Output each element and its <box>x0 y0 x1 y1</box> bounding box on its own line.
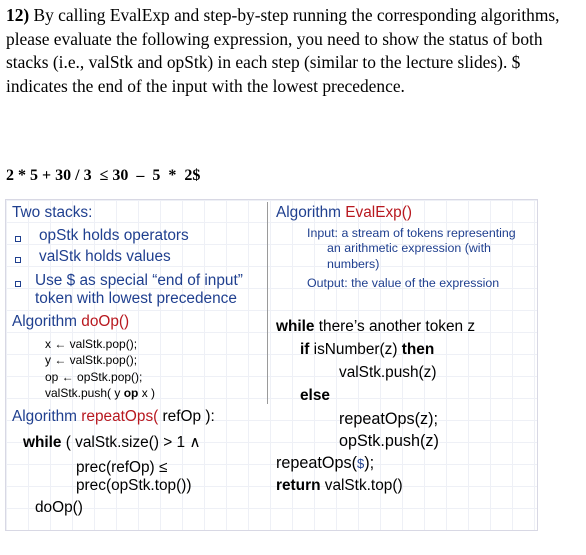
evalexp-input-2: an arithmetic expression (with <box>327 241 491 255</box>
evalexp-repeatops-dollar: repeatOps($); <box>276 454 375 472</box>
repeatops-prec-2: prec(opStk.top()) <box>76 477 192 494</box>
doop-line-4: valStk.push( y op x ) <box>45 386 156 400</box>
bullet-icon <box>15 236 21 242</box>
bullet-opstk: opStk holds operators <box>39 227 189 244</box>
doop-title: Algorithm doOp() <box>12 313 130 330</box>
evalexp-return: return valStk.top() <box>276 477 403 494</box>
evalexp-output: Output: the value of the expression <box>307 276 500 290</box>
bullet-valstk: valStk holds values <box>39 248 171 265</box>
question-number: 12) <box>6 5 30 25</box>
doop-line-1: x ← valStk.pop(); <box>45 337 138 351</box>
doop-line-2: y ← valStk.pop(); <box>45 353 138 367</box>
expression: 2 * 5 + 30 / 3 ≤ 30 – 5 * 2$ <box>6 167 201 184</box>
evalexp-input-3: numbers) <box>327 257 380 271</box>
bullet-end-of-input-cont: token with lowest precedence <box>35 290 237 307</box>
repeatops-doop-call: doOp() <box>35 499 83 516</box>
lecture-slide <box>5 199 538 531</box>
bullet-end-of-input: Use $ as special “end of input” <box>35 272 243 289</box>
repeatops-title: Algorithm repeatOps( refOp ): <box>12 408 215 425</box>
repeatops-prec-1: prec(refOp) ≤ <box>76 459 168 476</box>
evalexp-input-1: Input: a stream of tokens representing <box>307 226 516 240</box>
repeatops-while: while ( valStk.size() > 1 ∧ <box>23 434 201 451</box>
bullet-icon <box>15 281 21 287</box>
evalexp-push-val: valStk.push(z) <box>339 364 437 381</box>
slide-divider <box>267 202 268 404</box>
doop-line-3: op ← opStk.pop(); <box>45 370 143 384</box>
two-stacks-heading: Two stacks: <box>12 204 93 221</box>
evalexp-push-op: opStk.push(z) <box>339 432 439 450</box>
evalexp-repeatops-z: repeatOps(z); <box>339 410 438 428</box>
question-body: By calling EvalExp and step-by-step running the corresponding algorithms, please evaluate the following expression, you need to show the status of both stacks (i.e., valStk and opStk) in each step (similar to the lecture slides). $ indicates the end of the input with the lowest precedence. <box>6 5 560 96</box>
question-text <box>6 4 576 98</box>
evalexp-else: else <box>300 387 330 404</box>
evalexp-while: while there’s another token z <box>276 318 476 335</box>
evalexp-title: Algorithm EvalExp() <box>276 204 412 221</box>
bullet-icon <box>15 257 21 263</box>
evalexp-if: if isNumber(z) then <box>300 341 435 358</box>
